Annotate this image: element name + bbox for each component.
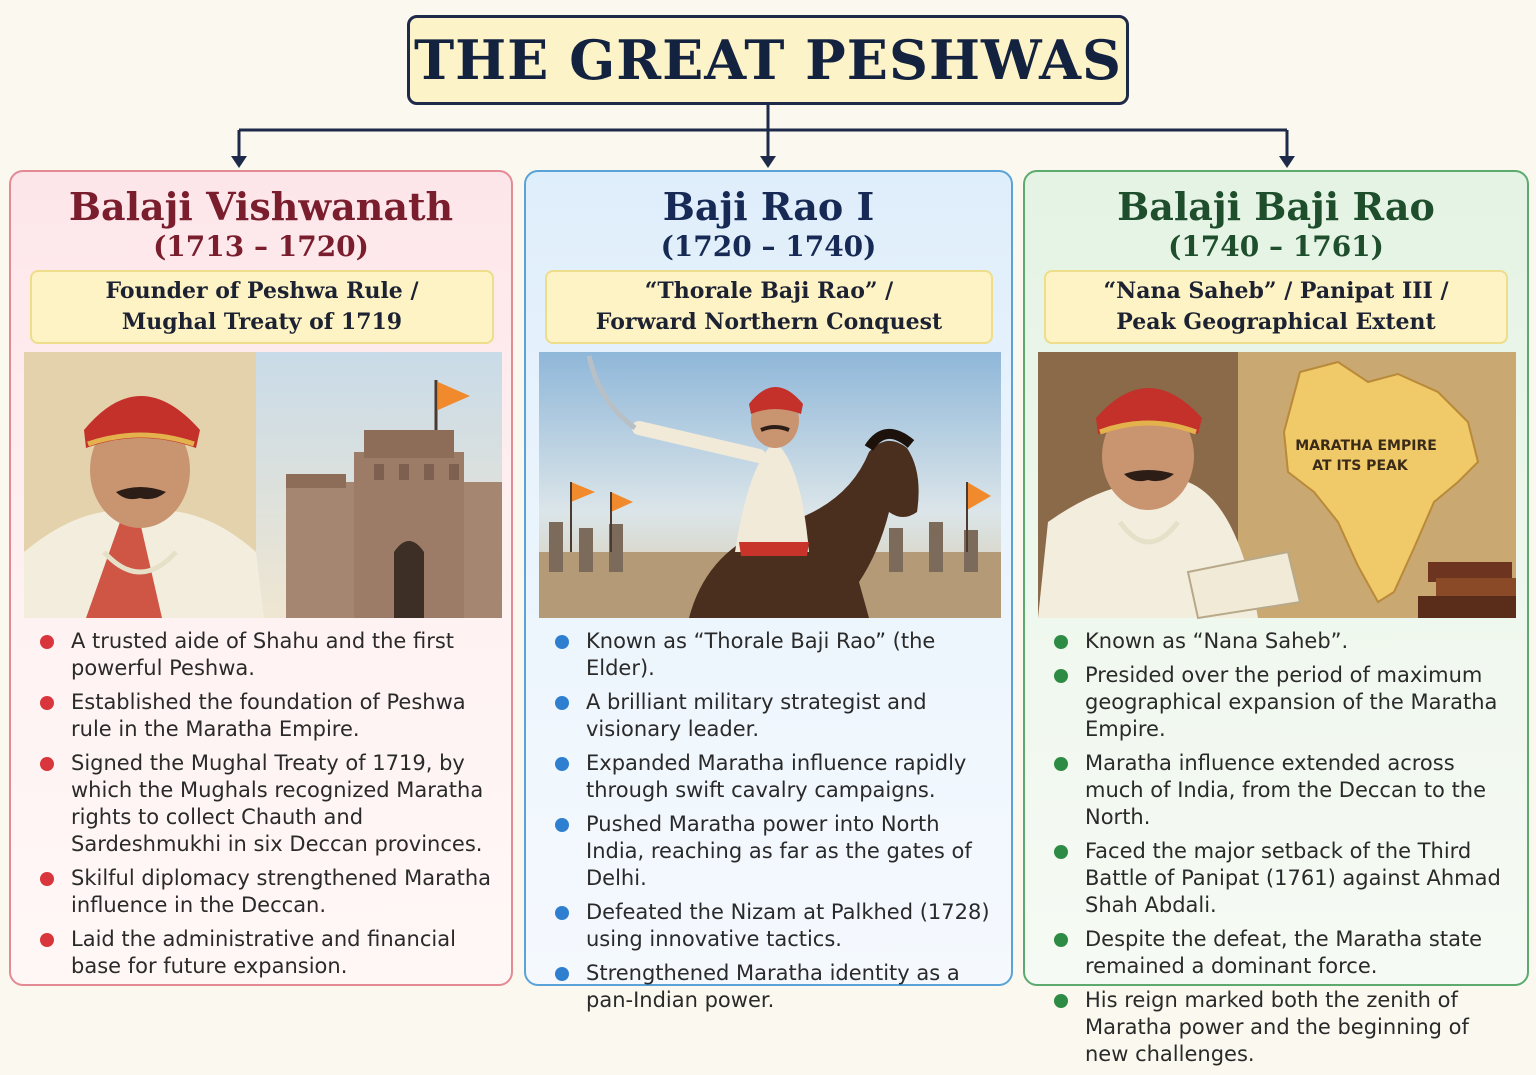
peshwa-years: (1740 – 1761)	[1168, 230, 1384, 263]
bullet-list	[550, 628, 997, 1021]
arrow-center-icon	[760, 156, 776, 168]
horseback-warrior-illustration	[539, 352, 1001, 618]
list-item: A brilliant military strategist and visionary leader.	[550, 689, 997, 743]
subtitle-line-2: Mughal Treaty of 1719	[121, 309, 403, 335]
list-item: His reign marked both the zenith of Maratha power and the beginning of new challenges.	[1049, 987, 1513, 1068]
list-item: Strengthened Maratha identity as a pan-Indian power.	[550, 960, 997, 1014]
bullet-list	[1049, 628, 1513, 1075]
peshwa-subtitle	[1044, 270, 1508, 344]
arrow-left-icon	[231, 156, 247, 168]
map-label-line-1: MARATHA EMPIRE	[1295, 438, 1437, 454]
peshwa-card-balaji-vishwanath	[9, 170, 513, 986]
list-item: Known as “Thorale Baji Rao” (the Elder).	[550, 628, 997, 682]
list-item: Established the foundation of Peshwa rule in the Maratha Empire.	[35, 689, 497, 743]
list-item: Expanded Maratha influence rapidly through swift cavalry campaigns.	[550, 750, 997, 804]
arrow-right-icon	[1279, 156, 1295, 168]
subtitle-line-1: Founder of Peshwa Rule /	[105, 278, 419, 304]
bullet-list	[35, 628, 497, 987]
list-item: Laid the administrative and financial base for future expansion.	[35, 926, 497, 980]
peshwa-subtitle	[30, 270, 494, 344]
peshwa-card-baji-rao-i	[524, 170, 1013, 1012]
list-item: Maratha influence extended across much of India, from the Deccan to the North.	[1049, 750, 1513, 831]
peshwa-name: Balaji Baji Rao	[1117, 184, 1435, 229]
list-item: Pushed Maratha power into North India, reaching as far as the gates of Delhi.	[550, 811, 997, 892]
peshwa-name: Baji Rao I	[662, 184, 875, 229]
subtitle-line-2: Forward Northern Conquest	[595, 309, 943, 335]
subtitle-line-1: “Thorale Baji Rao” /	[644, 278, 894, 304]
portrait-with-fort-illustration	[24, 352, 502, 618]
subtitle-line-1: “Nana Saheb” / Panipat III /	[1103, 278, 1449, 304]
peshwa-name: Balaji Vishwanath	[68, 184, 454, 229]
connector-lines	[0, 0, 1536, 175]
map-label-line-2: AT ITS PEAK	[1312, 458, 1408, 474]
peshwa-subtitle	[545, 270, 993, 344]
list-item: Despite the defeat, the Maratha state remained a dominant force.	[1049, 926, 1513, 980]
page-title: THE GREAT PESHWAS	[413, 28, 1123, 92]
subtitle-line-2: Peak Geographical Extent	[1116, 309, 1436, 335]
peshwa-card-balaji-baji-rao	[1023, 170, 1529, 1066]
list-item: Defeated the Nizam at Palkhed (1728) using innovative tactics.	[550, 899, 997, 953]
list-item: Skilful diplomacy strengthened Maratha influence in the Deccan.	[35, 865, 497, 919]
list-item: Known as “Nana Saheb”.	[1049, 628, 1513, 655]
list-item: Signed the Mughal Treaty of 1719, by which the Mughals recognized Maratha rights to collect Chauth and Sardeshmukhi in six Deccan provinces.	[35, 750, 497, 858]
peshwa-years: (1720 – 1740)	[660, 230, 877, 263]
peshwa-years: (1713 – 1720)	[153, 230, 369, 263]
list-item: A trusted aide of Shahu and the first powerful Peshwa.	[35, 628, 497, 682]
list-item: Faced the major setback of the Third Battle of Panipat (1761) against Ahmad Shah Abdali.	[1049, 838, 1513, 919]
portrait-with-map-illustration	[1038, 352, 1516, 618]
list-item: Presided over the period of maximum geographical expansion of the Maratha Empire.	[1049, 662, 1513, 743]
